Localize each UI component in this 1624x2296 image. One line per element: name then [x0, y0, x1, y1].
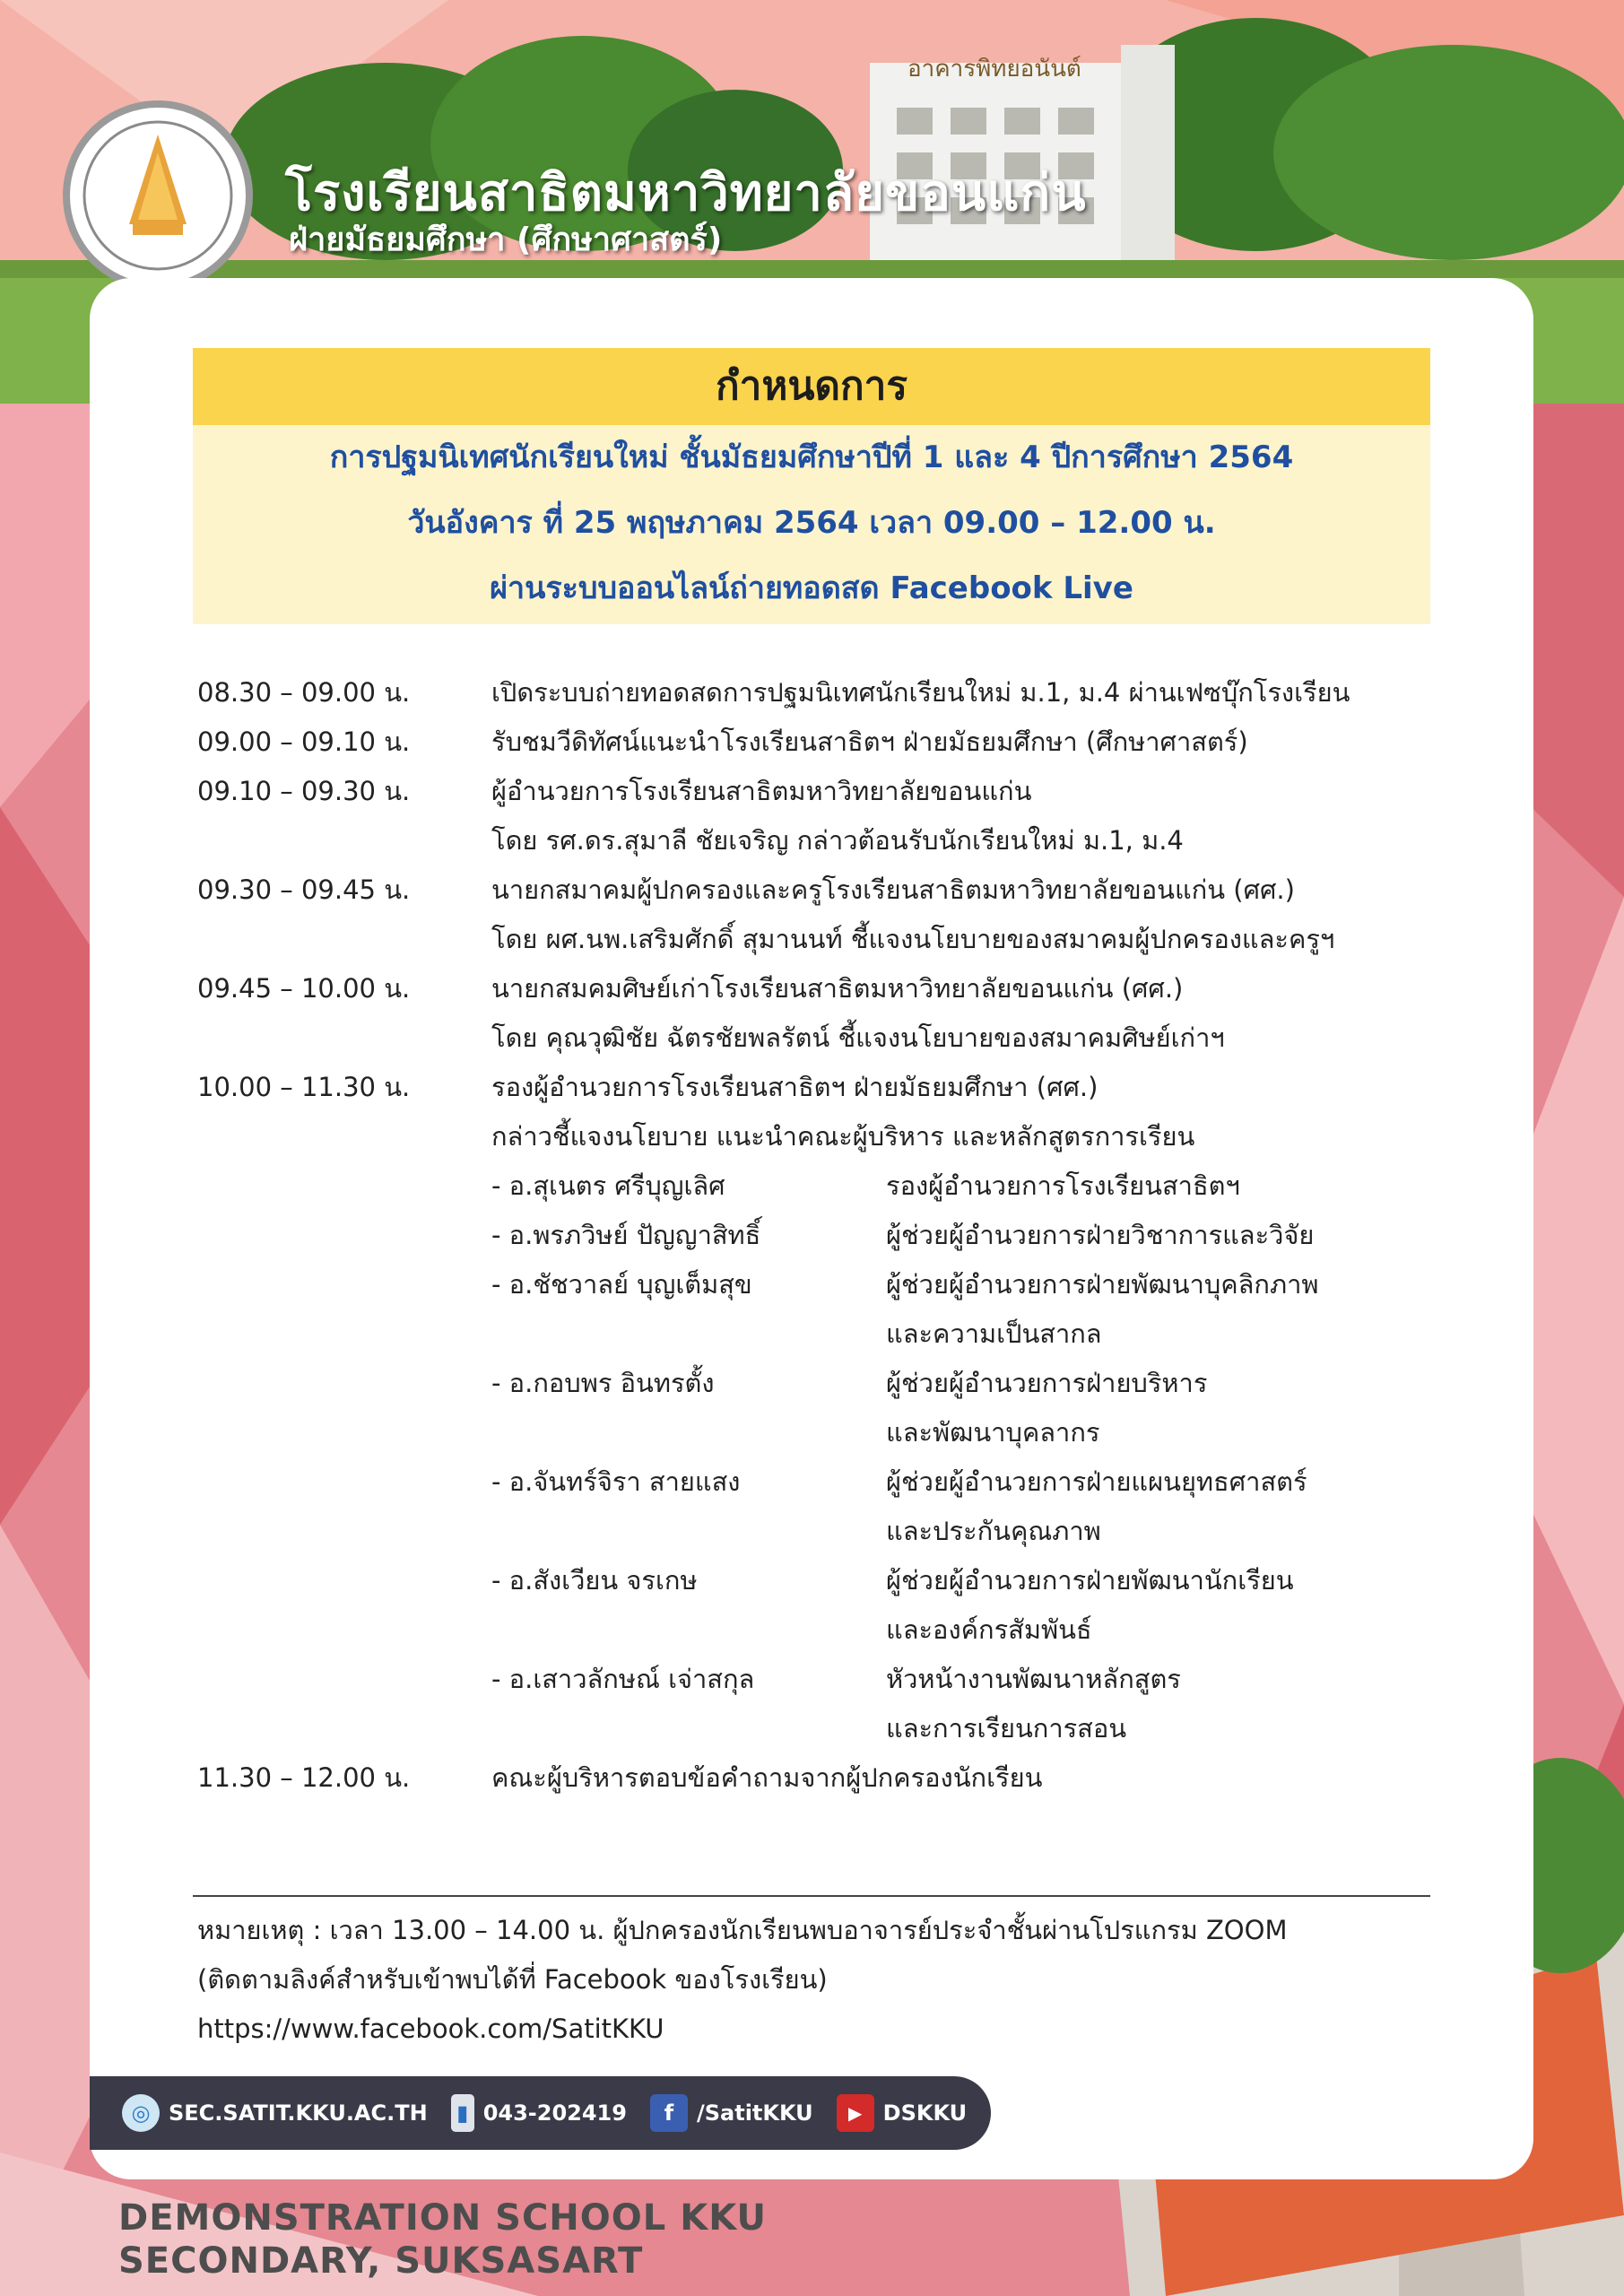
executive-name: - อ.กอบพร อินทรตั้ง — [491, 1368, 715, 1398]
executive-row — [197, 1359, 1453, 1408]
agenda-desc: ผู้อำนวยการโรงเรียนสาธิตมหาวิทยาลัยขอนแก่น — [491, 776, 1032, 806]
agenda-item — [197, 865, 1453, 915]
executive-name: - อ.พรภวิษย์ ปัญญาสิทธิ์ — [491, 1220, 761, 1250]
agenda-time: 09.10 – 09.30 น. — [197, 776, 411, 806]
agenda-item-cont — [197, 816, 1453, 865]
executive-role: และพัฒนาบุคลากร — [886, 1417, 1100, 1448]
executive-role: หัวหน้างานพัฒนาหลักสูตร — [886, 1664, 1181, 1694]
executive-name: - อ.สังเวียน จรเกษ — [491, 1565, 698, 1596]
agenda-desc: เปิดระบบถ่ายทอดสดการปฐมนิเทศนักเรียนใหม่ ม.1, ม.4 ผ่านเฟซบุ๊กโรงเรียน — [491, 677, 1350, 708]
agenda-desc: รับชมวีดิทัศน์แนะนำโรงเรียนสาธิตฯ ฝ่ายมัธยมศึกษา (ศึกษาศาสตร์) — [491, 726, 1248, 757]
executive-role: และความเป็นสากล — [886, 1318, 1102, 1349]
executive-role: และองค์กรสัมพันธ์ — [886, 1614, 1092, 1645]
agenda-item-cont — [197, 1013, 1453, 1063]
executive-row-cont — [197, 1605, 1453, 1655]
executive-row-cont — [197, 1408, 1453, 1457]
executive-role: ผู้ช่วยผู้อำนวยการฝ่ายบริหาร — [886, 1368, 1208, 1398]
footer-division: SECONDARY, SUKSASART — [118, 2240, 644, 2282]
agenda-time: 09.30 – 09.45 น. — [197, 874, 411, 905]
phone-text: 043-202419 — [482, 2100, 627, 2126]
agenda-desc: กล่าวชี้แจงนโยบาย แนะนำคณะผู้บริหาร และหลักสูตรการเรียน — [491, 1121, 1195, 1152]
schedule-date: วันอังคาร ที่ 25 พฤษภาคม 2564 เวลา 09.00 – 12.00 น. — [407, 505, 1216, 541]
globe-icon: ◎ — [122, 2094, 160, 2132]
agenda-item — [197, 964, 1453, 1013]
executive-name: - อ.ชัชวาลย์ บุญเต็มสุข — [491, 1269, 752, 1300]
footer-school-name: DEMONSTRATION SCHOOL KKU — [118, 2197, 767, 2239]
agenda-time: 09.45 – 10.00 น. — [197, 973, 411, 1004]
school-division: ฝ่ายมัธยมศึกษา (ศึกษาศาสตร์) — [289, 222, 723, 258]
youtube-contact[interactable] — [837, 2094, 967, 2132]
agenda-desc: นายกสมาคมผู้ปกครองและครูโรงเรียนสาธิตมหาวิทยาลัยขอนแก่น (ศศ.) — [491, 874, 1295, 905]
building-label: อาคารพิทยอนันต์ — [908, 56, 1081, 83]
facebook-contact[interactable] — [650, 2094, 813, 2132]
agenda-time: 09.00 – 09.10 น. — [197, 726, 411, 757]
school-emblem-icon — [70, 108, 246, 283]
phone-contact[interactable] — [451, 2094, 627, 2132]
executive-role: ผู้ช่วยผู้อำนวยการฝ่ายพัฒนานักเรียน — [886, 1565, 1294, 1596]
school-logo — [63, 100, 253, 291]
agenda-time: 11.30 – 12.00 น. — [197, 1762, 411, 1793]
executive-role: และการเรียนการสอน — [886, 1713, 1127, 1744]
agenda-item — [197, 718, 1453, 767]
website-contact[interactable] — [122, 2094, 428, 2132]
executive-row-cont — [197, 1704, 1453, 1753]
agenda-time: 10.00 – 11.30 น. — [197, 1072, 411, 1102]
agenda-time: 08.30 – 09.00 น. — [197, 677, 411, 708]
agenda-item — [197, 1753, 1453, 1803]
agenda-item — [197, 767, 1453, 816]
executive-name: - อ.สุเนตร ศรีบุญเลิศ — [491, 1170, 725, 1201]
executive-row — [197, 1556, 1453, 1605]
agenda-item-cont — [197, 1112, 1453, 1161]
note-text: (ติดตามลิงค์สำหรับเข้าพบได้ที่ Facebook ของโรงเรียน) — [197, 1964, 828, 1995]
note-text: หมายเหตุ : เวลา 13.00 – 14.00 น. ผู้ปกครองนักเรียนพบอาจารย์ประจำชั้นผ่านโปรแกรม ZOOM — [197, 1915, 1288, 1945]
school-name: โรงเรียนสาธิตมหาวิทยาลัยขอนแก่น — [285, 164, 1087, 222]
agenda-item-cont — [197, 915, 1453, 964]
facebook-icon: f — [650, 2094, 688, 2132]
facebook-text: /SatitKKU — [696, 2100, 813, 2126]
website-text: SEC.SATIT.KKU.AC.TH — [169, 2100, 428, 2126]
agenda-desc: รองผู้อำนวยการโรงเรียนสาธิตฯ ฝ่ายมัธยมศึกษา (ศศ.) — [491, 1072, 1099, 1102]
executive-row-cont — [197, 1309, 1453, 1359]
executive-name: - อ.เสาวลักษณ์ เจ่าสกุล — [491, 1664, 755, 1694]
executive-row — [197, 1211, 1453, 1260]
executive-role: ผู้ช่วยผู้อำนวยการฝ่ายพัฒนาบุคลิกภาพ — [886, 1269, 1319, 1300]
phone-icon: ▮ — [451, 2094, 474, 2132]
executive-name: - อ.จันทร์จิรา สายแสง — [491, 1466, 741, 1497]
schedule-heading: กำหนดการ — [193, 348, 1430, 425]
executive-row — [197, 1457, 1453, 1507]
schedule-info — [193, 425, 1430, 624]
agenda-desc: นายกสมคมศิษย์เก่าโรงเรียนสาธิตมหาวิทยาลัยขอนแก่น (ศศ.) — [491, 973, 1184, 1004]
agenda-desc: คณะผู้บริหารตอบข้อคำถามจากผู้ปกครองนักเรียน — [491, 1762, 1043, 1793]
executive-role: รองผู้อำนวยการโรงเรียนสาธิตฯ — [886, 1170, 1240, 1201]
youtube-icon: ▶ — [837, 2094, 874, 2132]
schedule-channel: ผ่านระบบออนไลน์ถ่ายทอดสด Facebook Live — [490, 570, 1133, 606]
executive-row — [197, 1655, 1453, 1704]
agenda-desc: โดย ผศ.นพ.เสริมศักดิ์ สุมานนท์ ชี้แจงนโยบายของสมาคมผู้ปกครองและครูฯ — [491, 924, 1335, 954]
executive-role: และประกันคุณภาพ — [886, 1516, 1101, 1546]
schedule-event: การปฐมนิเทศนักเรียนใหม่ ชั้นมัธยมศึกษาปีที่ 1 และ 4 ปีการศึกษา 2564 — [329, 439, 1294, 475]
executive-role: ผู้ช่วยผู้อำนวยการฝ่ายวิชาการและวิจัย — [886, 1220, 1315, 1250]
youtube-text: DSKKU — [882, 2100, 968, 2126]
executive-row — [197, 1161, 1453, 1211]
agenda-item — [197, 1063, 1453, 1112]
executive-role: ผู้ช่วยผู้อำนวยการฝ่ายแผนยุทธศาสตร์ — [886, 1466, 1307, 1497]
agenda-desc: โดย คุณวุฒิชัย ฉัตรชัยพลรัตน์ ชี้แจงนโยบายของสมาคมศิษย์เก่าฯ — [491, 1022, 1225, 1053]
agenda-item — [197, 668, 1453, 718]
contact-bar — [90, 2076, 991, 2150]
note — [197, 1906, 1453, 2054]
divider — [193, 1895, 1430, 1897]
agenda-desc: โดย รศ.ดร.สุมาลี ชัยเจริญ กล่าวต้อนรับนักเรียนใหม่ ม.1, ม.4 — [491, 825, 1184, 856]
executive-row — [197, 1260, 1453, 1309]
agenda-list — [197, 668, 1453, 1803]
executive-row-cont — [197, 1507, 1453, 1556]
facebook-link[interactable]: https://www.facebook.com/SatitKKU — [197, 2013, 664, 2044]
